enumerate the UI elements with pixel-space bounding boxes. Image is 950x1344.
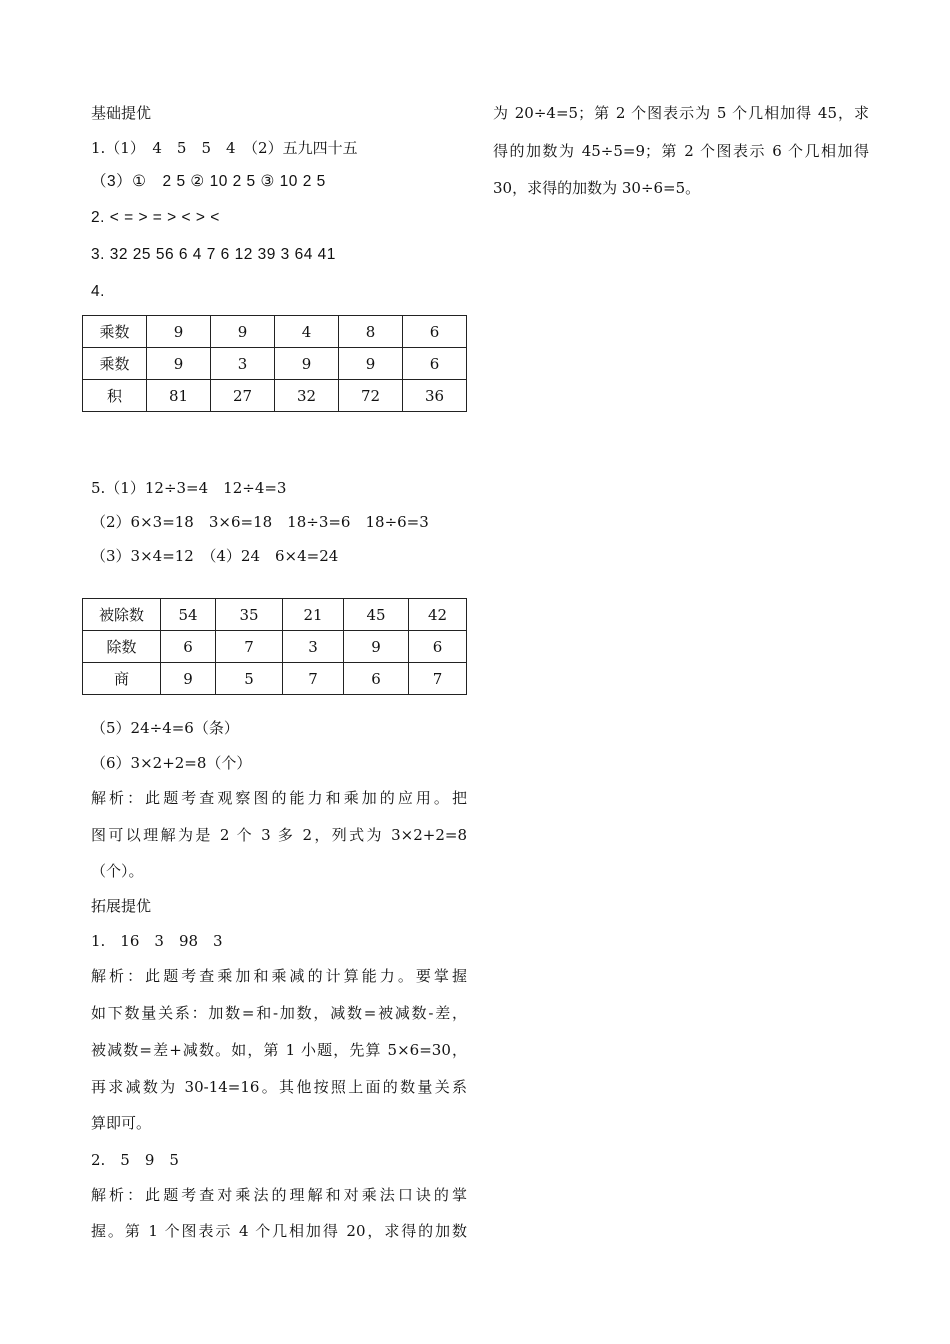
table1-row-header: 乘数: [83, 348, 147, 380]
table2-row: [83, 599, 467, 631]
table2-cell: 45: [344, 599, 409, 631]
table2-row-header: 被除数: [83, 599, 161, 631]
table1-cell: 6: [403, 348, 467, 380]
table1-row-header: 乘数: [83, 316, 147, 348]
table2-cell: 7: [283, 663, 344, 695]
table1-cell: 32: [275, 380, 339, 412]
division-table: [82, 598, 467, 695]
q1-line2: （3）① 2 5 ② 10 2 5 ③ 10 2 5: [91, 173, 326, 190]
table2-cell: 42: [409, 599, 467, 631]
q5-line3: （3）3×4=12 （4）24 6×4=24: [91, 547, 339, 565]
table2-cell: 5: [216, 663, 283, 695]
table2-cell: 35: [216, 599, 283, 631]
table1-cell: 4: [275, 316, 339, 348]
table1-cell: 36: [403, 380, 467, 412]
q2-line: 2. < = > = > < > <: [91, 209, 220, 226]
analysis1-line1: 解析：此题考查观察图的能力和乘加的应用。把: [91, 789, 467, 807]
table1-cell: 3: [211, 348, 275, 380]
table1-cell: 6: [403, 316, 467, 348]
analysis2-line3: 被减数=差+减数。如，第 1 小题，先算 5×6=30，: [91, 1041, 467, 1059]
q5-line1: 5.（1）12÷3=4 12÷4=3: [91, 479, 287, 497]
table2-row: [83, 663, 467, 695]
table1-cell: 81: [147, 380, 211, 412]
q5-line2: （2）6×3=18 3×6=18 18÷3=6 18÷6=3: [91, 513, 429, 531]
table1-cell: 27: [211, 380, 275, 412]
table2-cell: 6: [409, 631, 467, 663]
right-line3: 30，求得的加数为 30÷6=5。: [493, 179, 701, 197]
multiplication-table: [82, 315, 467, 412]
table1-cell: 9: [275, 348, 339, 380]
analysis2-line1: 解析：此题考查乘加和乘减的计算能力。要掌握: [91, 967, 467, 985]
q5-line5: （6）3×2+2=8（个）: [91, 754, 252, 772]
analysis1-line2: 图可以理解为是 2 个 3 多 2，列式为 3×2+2=8: [91, 826, 467, 844]
table1-row-header: 积: [83, 380, 147, 412]
q3-line: 3. 32 25 56 6 4 7 6 12 39 3 64 41: [91, 246, 336, 263]
analysis2-line2: 如下数量关系：加数=和-加数，减数=被减数-差，: [91, 1004, 467, 1022]
table2-cell: 6: [161, 631, 216, 663]
right-line1: 为 20÷4=5；第 2 个图表示为 5 个几相加得 45，求: [493, 104, 869, 122]
table2-cell: 21: [283, 599, 344, 631]
ext2-line: 2. 5 9 5: [91, 1151, 179, 1169]
analysis1-line3: （个）。: [91, 862, 144, 880]
table2-cell: 9: [161, 663, 216, 695]
analysis2-line5: 算即可。: [91, 1114, 152, 1132]
ext1-line: 1. 16 3 98 3: [91, 932, 223, 950]
analysis3-line1: 解析：此题考查对乘法的理解和对乘法口诀的掌: [91, 1186, 467, 1204]
table1-cell: 72: [339, 380, 403, 412]
table2-row-header: 商: [83, 663, 161, 695]
q5-line4: （5）24÷4=6（条）: [91, 719, 239, 737]
right-line2: 得的加数为 45÷5=9；第 2 个图表示 6 个几相加得: [493, 142, 869, 160]
table1-row: [83, 348, 467, 380]
table2-row-header: 除数: [83, 631, 161, 663]
table1-cell: 9: [339, 348, 403, 380]
table2-row: [83, 631, 467, 663]
table2-cell: 54: [161, 599, 216, 631]
section-title-extended: 拓展提优: [91, 897, 152, 915]
table1-row: [83, 380, 467, 412]
table2-cell: 6: [344, 663, 409, 695]
q1-line1: 1.（1） 4 5 5 4 （2）五九四十五: [91, 139, 358, 157]
analysis2-line4: 再求减数为 30-14=16。其他按照上面的数量关系: [91, 1078, 467, 1096]
table1-cell: 9: [147, 316, 211, 348]
table1-cell: 9: [211, 316, 275, 348]
table1-cell: 8: [339, 316, 403, 348]
table2-cell: 9: [344, 631, 409, 663]
analysis3-line2: 握。第 1 个图表示 4 个几相加得 20，求得的加数: [91, 1222, 467, 1240]
table2-cell: 3: [283, 631, 344, 663]
table1-cell: 9: [147, 348, 211, 380]
table1-row: [83, 316, 467, 348]
table2-cell: 7: [216, 631, 283, 663]
q4-label: 4.: [91, 283, 105, 300]
section-title-basic: 基础提优: [91, 104, 152, 122]
table2-cell: 7: [409, 663, 467, 695]
